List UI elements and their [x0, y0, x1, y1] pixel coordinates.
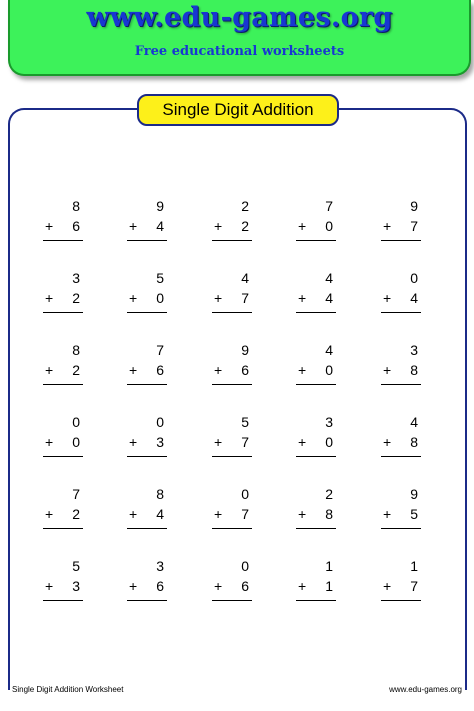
- first-addend: 3: [410, 342, 418, 358]
- answer-line: [381, 240, 421, 241]
- first-addend: 7: [325, 198, 333, 214]
- plus-sign: +: [214, 434, 223, 450]
- second-addend: 7: [410, 578, 418, 594]
- answer-line: [296, 456, 336, 457]
- answer-line: [381, 456, 421, 457]
- plus-sign: +: [383, 506, 392, 522]
- second-addend: 7: [410, 218, 418, 234]
- plus-sign: +: [298, 434, 307, 450]
- answer-line: [43, 600, 83, 601]
- answer-line: [296, 528, 336, 529]
- site-subtitle: Free educational worksheets: [134, 44, 345, 59]
- first-addend: 5: [156, 270, 164, 286]
- addition-problem: [381, 198, 421, 248]
- answer-line: [127, 384, 167, 385]
- second-addend: 7: [241, 290, 249, 306]
- plus-sign: +: [129, 434, 138, 450]
- second-addend: 5: [410, 506, 418, 522]
- header-banner: [8, 0, 471, 76]
- second-addend: 4: [410, 290, 418, 306]
- answer-line: [381, 384, 421, 385]
- first-addend: 7: [156, 342, 164, 358]
- first-addend: 9: [410, 198, 418, 214]
- second-addend: 7: [241, 434, 249, 450]
- second-addend: 8: [410, 362, 418, 378]
- answer-line: [381, 600, 421, 601]
- addition-problem: [296, 486, 336, 536]
- plus-sign: +: [383, 362, 392, 378]
- second-addend: 0: [72, 434, 80, 450]
- first-addend: 3: [156, 558, 164, 574]
- second-addend: 3: [72, 578, 80, 594]
- plus-sign: +: [214, 362, 223, 378]
- second-addend: 2: [72, 362, 80, 378]
- second-addend: 4: [156, 506, 164, 522]
- addition-problem: [43, 486, 83, 536]
- answer-line: [43, 384, 83, 385]
- plus-sign: +: [45, 218, 54, 234]
- answer-line: [212, 384, 252, 385]
- addition-problem: [127, 198, 167, 248]
- plus-sign: +: [383, 290, 392, 306]
- addition-problem: [43, 342, 83, 392]
- plus-sign: +: [214, 290, 223, 306]
- plus-sign: +: [298, 218, 307, 234]
- addition-problem: [296, 198, 336, 248]
- first-addend: 5: [241, 414, 249, 430]
- plus-sign: +: [298, 362, 307, 378]
- addition-problem: [43, 270, 83, 320]
- plus-sign: +: [383, 434, 392, 450]
- answer-line: [212, 456, 252, 457]
- second-addend: 1: [325, 578, 333, 594]
- answer-line: [43, 312, 83, 313]
- answer-line: [212, 600, 252, 601]
- answer-line: [212, 312, 252, 313]
- first-addend: 7: [72, 486, 80, 502]
- first-addend: 0: [241, 486, 249, 502]
- answer-line: [381, 312, 421, 313]
- addition-problem: [381, 342, 421, 392]
- second-addend: 3: [156, 434, 164, 450]
- first-addend: 1: [410, 558, 418, 574]
- footer-worksheet-name: Single Digit Addition Worksheet: [12, 685, 124, 694]
- plus-sign: +: [298, 290, 307, 306]
- second-addend: 2: [72, 290, 80, 306]
- answer-line: [212, 528, 252, 529]
- addition-problem: [127, 342, 167, 392]
- addition-problem: [212, 558, 252, 608]
- first-addend: 0: [156, 414, 164, 430]
- addition-problem: [127, 270, 167, 320]
- answer-line: [296, 240, 336, 241]
- first-addend: 3: [325, 414, 333, 430]
- answer-line: [127, 456, 167, 457]
- first-addend: 0: [72, 414, 80, 430]
- plus-sign: +: [45, 290, 54, 306]
- first-addend: 9: [410, 486, 418, 502]
- first-addend: 8: [156, 486, 164, 502]
- second-addend: 0: [325, 218, 333, 234]
- addition-problem: [127, 414, 167, 464]
- first-addend: 4: [325, 270, 333, 286]
- addition-problem: [381, 486, 421, 536]
- answer-line: [43, 240, 83, 241]
- addition-problem: [43, 558, 83, 608]
- plus-sign: +: [45, 506, 54, 522]
- first-addend: 8: [72, 342, 80, 358]
- second-addend: 8: [325, 506, 333, 522]
- second-addend: 6: [156, 578, 164, 594]
- second-addend: 6: [72, 218, 80, 234]
- first-addend: 9: [156, 198, 164, 214]
- plus-sign: +: [45, 578, 54, 594]
- addition-problem: [296, 414, 336, 464]
- first-addend: 2: [325, 486, 333, 502]
- plus-sign: +: [383, 578, 392, 594]
- answer-line: [127, 528, 167, 529]
- second-addend: 4: [156, 218, 164, 234]
- addition-problem: [212, 414, 252, 464]
- plus-sign: +: [214, 218, 223, 234]
- second-addend: 0: [325, 362, 333, 378]
- addition-problem: [296, 270, 336, 320]
- plus-sign: +: [45, 362, 54, 378]
- plus-sign: +: [129, 578, 138, 594]
- first-addend: 5: [72, 558, 80, 574]
- first-addend: 8: [72, 198, 80, 214]
- second-addend: 8: [410, 434, 418, 450]
- site-title[interactable]: www.edu-games.org: [86, 2, 393, 33]
- answer-line: [127, 312, 167, 313]
- addition-problem: [296, 558, 336, 608]
- answer-line: [127, 600, 167, 601]
- plus-sign: +: [383, 218, 392, 234]
- first-addend: 4: [410, 414, 418, 430]
- plus-sign: +: [298, 578, 307, 594]
- footer-site-link[interactable]: www.edu-games.org: [389, 685, 462, 694]
- second-addend: 7: [241, 506, 249, 522]
- plus-sign: +: [129, 218, 138, 234]
- answer-line: [43, 456, 83, 457]
- plus-sign: +: [129, 362, 138, 378]
- second-addend: 4: [325, 290, 333, 306]
- plus-sign: +: [129, 506, 138, 522]
- addition-problem: [212, 198, 252, 248]
- first-addend: 9: [241, 342, 249, 358]
- answer-line: [381, 528, 421, 529]
- answer-line: [296, 600, 336, 601]
- second-addend: 0: [325, 434, 333, 450]
- plus-sign: +: [298, 506, 307, 522]
- addition-problem: [43, 198, 83, 248]
- first-addend: 4: [241, 270, 249, 286]
- first-addend: 3: [72, 270, 80, 286]
- second-addend: 6: [241, 578, 249, 594]
- addition-problem: [127, 558, 167, 608]
- addition-problem: [381, 414, 421, 464]
- addition-problem: [296, 342, 336, 392]
- second-addend: 6: [156, 362, 164, 378]
- first-addend: 2: [241, 198, 249, 214]
- addition-problem: [381, 270, 421, 320]
- answer-line: [296, 384, 336, 385]
- second-addend: 6: [241, 362, 249, 378]
- addition-problem: [212, 342, 252, 392]
- second-addend: 2: [72, 506, 80, 522]
- answer-line: [296, 312, 336, 313]
- plus-sign: +: [129, 290, 138, 306]
- first-addend: 4: [325, 342, 333, 358]
- addition-problem: [212, 486, 252, 536]
- first-addend: 0: [410, 270, 418, 286]
- first-addend: 0: [241, 558, 249, 574]
- addition-problem: [212, 270, 252, 320]
- second-addend: 2: [241, 218, 249, 234]
- worksheet-title: Single Digit Addition: [137, 94, 339, 126]
- problem-grid: [0, 198, 474, 598]
- first-addend: 1: [325, 558, 333, 574]
- answer-line: [127, 240, 167, 241]
- plus-sign: +: [214, 578, 223, 594]
- second-addend: 0: [156, 290, 164, 306]
- answer-line: [43, 528, 83, 529]
- plus-sign: +: [214, 506, 223, 522]
- plus-sign: +: [45, 434, 54, 450]
- addition-problem: [381, 558, 421, 608]
- addition-problem: [127, 486, 167, 536]
- answer-line: [212, 240, 252, 241]
- addition-problem: [43, 414, 83, 464]
